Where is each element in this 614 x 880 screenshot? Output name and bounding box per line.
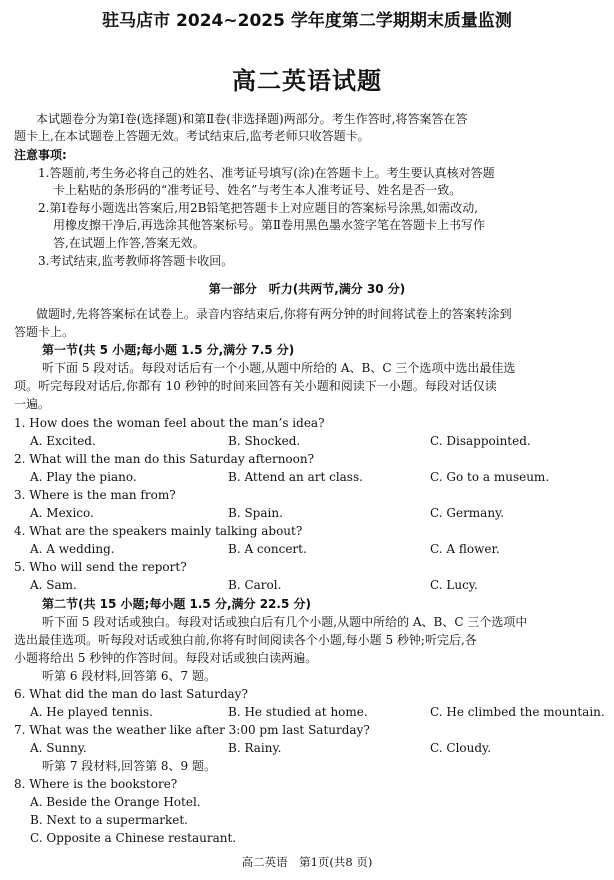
q3-option-a: A. Mexico. (30, 506, 94, 520)
question-6: 6. What did the man do last Saturday? (14, 687, 248, 701)
question-3: 3. Where is the man from? (14, 488, 176, 502)
section1-instr-1: 听下面 5 段对话。每段对话后有一个小题,从题中所给的 A、B、C 三个选项中选出最佳选 (42, 361, 516, 375)
q5-option-b: B. Carol. (228, 578, 282, 592)
exam-header-title: 驻马店市 2024~2025 学年度第二学期期末质量监测 (102, 11, 512, 31)
material-6-instr: 听第 6 段材料,回答第 6、7 题。 (42, 669, 216, 683)
q3-option-c: C. Germany. (430, 506, 505, 520)
q7-option-b: B. Rainy. (228, 741, 282, 755)
question-7: 7. What was the weather like after 3:00 pm last Saturday? (14, 723, 370, 737)
q7-option-a: A. Sunny. (30, 741, 87, 755)
section2-instr-2: 选出最佳选项。听每段对话或独白前,你将有时间阅读各个小题,每小题 5 秒钟;听完后,各 (14, 633, 477, 647)
note-line-2: 卡上粘贴的条形码的“准考证号、姓名”与考生本人准考证号、姓名是否一致。 (53, 183, 462, 197)
q8-option-c: C. Opposite a Chinese restaurant. (30, 831, 237, 845)
q2-option-c: C. Go to a museum. (430, 470, 550, 484)
part1-instr-1: 做题时,先将答案标在试卷上。录音内容结束后,你将有两分钟的时间将试卷上的答案转涂到 (36, 307, 512, 321)
notes-heading: 注意事项: (14, 148, 67, 162)
q5-option-c: C. Lucy. (430, 578, 478, 592)
note-line-1: 1.答题前,考生务必将自己的姓名、准考证号填写(涂)在答题卡上。考生要认真核对答题 (38, 166, 495, 180)
section1-instr-2: 项。听完每段对话后,你都有 10 秒钟的时间来回答有关小题和阅读下一小题。每段对话仅读 (14, 379, 497, 393)
q6-option-a: A. He played tennis. (30, 705, 153, 719)
q7-option-c: C. Cloudy. (430, 741, 492, 755)
note-line-6: 3.考试结束,监考教师将答题卡收回。 (38, 254, 234, 268)
part1-instr-2: 答题卡上。 (14, 325, 75, 339)
intro-line-1: 本试题卷分为第Ⅰ卷(选择题)和第Ⅱ卷(非选择题)两部分。考生作答时,将答案答在答 (36, 112, 468, 126)
section2-instr-1: 听下面 5 段对话或独白。每段对话或独白后有几个小题,从题中所给的 A、B、C 三个选项中 (42, 615, 528, 629)
note-line-5: 答,在试题上作答,答案无效。 (53, 236, 205, 250)
q1-option-c: C. Disappointed. (430, 434, 531, 448)
question-8: 8. Where is the bookstore? (14, 777, 178, 791)
note-line-4: 用橡皮擦干净后,再选涂其他答案标号。第Ⅱ卷用黑色墨水签字笔在答题卡上书写作 (53, 218, 485, 232)
section2-heading: 第二节(共 15 小题;每小题 1.5 分,满分 22.5 分) (42, 597, 311, 611)
q8-option-a: A. Beside the Orange Hotel. (30, 795, 201, 809)
paper-title: 高二英语试题 (232, 67, 382, 95)
question-4: 4. What are the speakers mainly talking about? (14, 524, 303, 538)
section1-instr-3: 一遍。 (14, 397, 51, 411)
q8-option-b: B. Next to a supermarket. (30, 813, 188, 827)
q6-option-c: C. He climbed the mountain. (430, 705, 605, 719)
q5-option-a: A. Sam. (30, 578, 77, 592)
q4-option-a: A. A wedding. (30, 542, 115, 556)
q6-option-b: B. He studied at home. (228, 705, 368, 719)
q3-option-b: B. Spain. (228, 506, 283, 520)
q4-option-c: C. A flower. (430, 542, 500, 556)
question-1: 1. How does the woman feel about the man’s idea? (14, 416, 325, 430)
intro-line-2: 题卡上,在本试题卷上答题无效。考试结束后,监考老师只收答题卡。 (14, 129, 370, 143)
note-line-3: 2.第Ⅰ卷每小题选出答案后,用2B铅笔把答题卡上对应题目的答案标号涂黑,如需改动, (38, 201, 479, 215)
page-footer: 高二英语 第1页(共8 页) (241, 855, 373, 869)
material-7-instr: 听第 7 段材料,回答第 8、9 题。 (42, 759, 216, 773)
q2-option-a: A. Play the piano. (30, 470, 137, 484)
q1-option-a: A. Excited. (30, 434, 96, 448)
section1-heading: 第一节(共 5 小题;每小题 1.5 分,满分 7.5 分) (42, 343, 295, 357)
q1-option-b: B. Shocked. (228, 434, 301, 448)
q4-option-b: B. A concert. (228, 542, 307, 556)
section2-instr-3: 小题将给出 5 秒钟的作答时间。每段对话或独白读两遍。 (14, 651, 318, 665)
question-5: 5. Who will send the report? (14, 560, 187, 574)
question-2: 2. What will the man do this Saturday afternoon? (14, 452, 315, 466)
q2-option-b: B. Attend an art class. (228, 470, 363, 484)
part1-heading: 第一部分 听力(共两节,满分 30 分) (208, 282, 406, 296)
